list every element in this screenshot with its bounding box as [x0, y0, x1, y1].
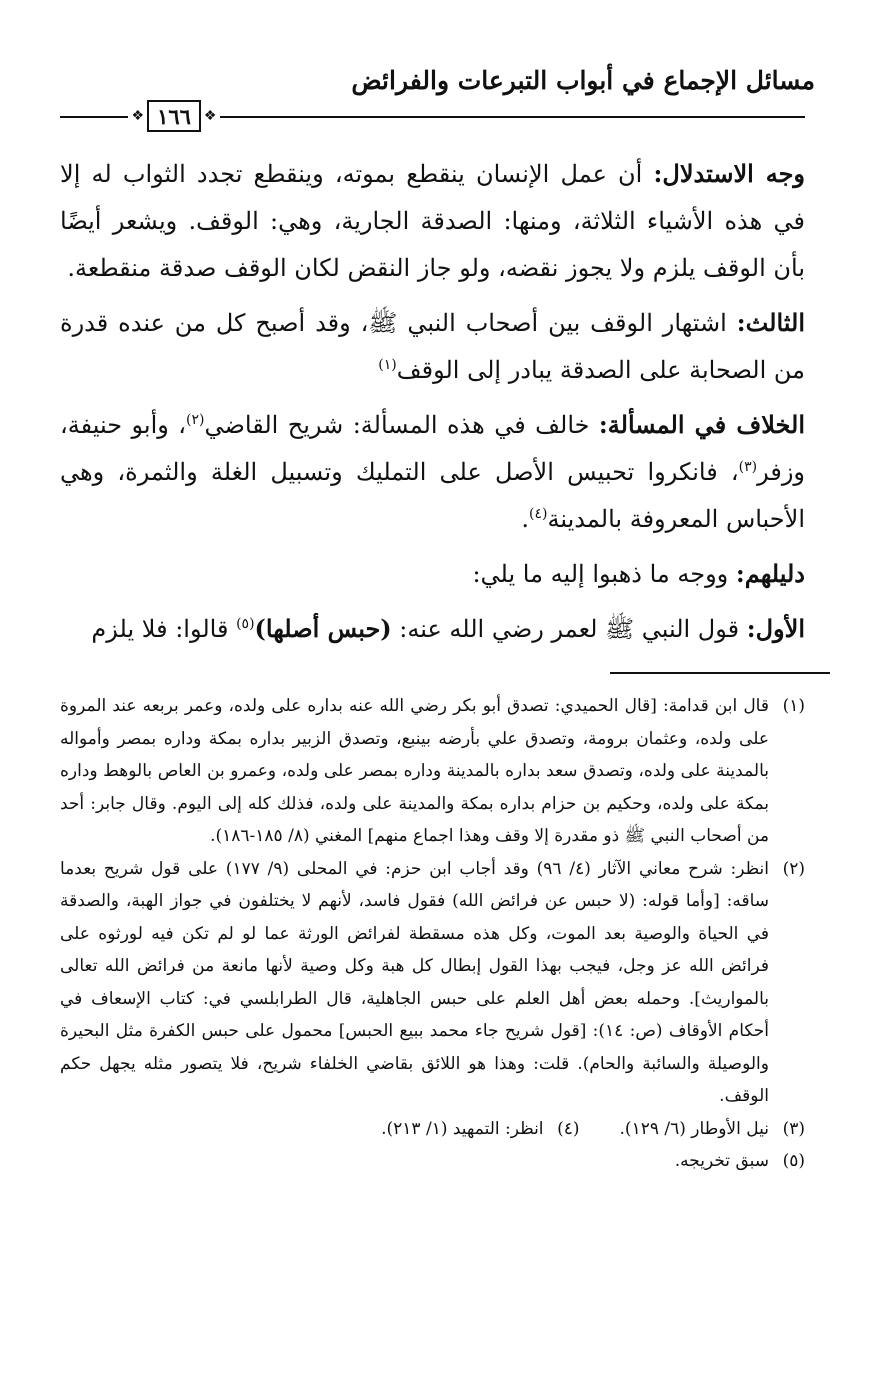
footnote-number: (٥) — [782, 1151, 805, 1171]
paragraph-istidlal — [60, 150, 805, 292]
footnote-separator — [610, 672, 830, 674]
footnote-3 — [620, 1113, 805, 1146]
footnote-number: (٢) — [782, 858, 805, 879]
ornament-left-icon: ❖ — [203, 108, 217, 124]
paragraph-khilaf — [60, 401, 805, 543]
footnote-1 — [60, 690, 805, 853]
paragraph-lead: الخلاف في المسألة: — [598, 410, 805, 439]
paragraph-text: ، وأبو حنيفة، وزفر — [60, 411, 806, 486]
footnote-5 — [60, 1145, 805, 1178]
paragraph-text: قالوا: فلا يلزم — [91, 615, 237, 643]
footnote-row — [60, 1113, 805, 1146]
paragraph-dalil — [60, 550, 805, 598]
footnote-text: نيل الأوطار (٦/ ١٢٩). — [619, 1118, 769, 1139]
paragraph-text: اشتهار الوقف بين أصحاب النبي ﷺ، وقد أصبح كل من عنده قدرة من الصحابة على الصدقة يبادر إلى الوقف — [60, 309, 805, 384]
paragraph-text: خالف في هذه المسألة: شريح القاضي — [204, 411, 599, 439]
running-header-title: مسائل الإجماع في أبواب التبرعات والفرائض — [351, 66, 815, 95]
footnote-ref: (٥) — [236, 616, 255, 632]
paragraph-text: ووجه ما ذهبوا إليه ما يلي: — [472, 560, 736, 588]
footnote-ref: (٢) — [186, 412, 205, 428]
paragraph-text: . — [521, 505, 530, 533]
footnote-text: انظر: التمهيد (١/ ٢١٣). — [381, 1118, 544, 1139]
paragraph-lead: دليلهم: — [735, 559, 805, 588]
paragraph-lead: الأول: — [746, 614, 805, 643]
footnote-text: سبق تخريجه. — [674, 1151, 769, 1171]
paragraph-lead: وجه الاستدلال: — [653, 159, 806, 188]
footnote-ref: (٤) — [529, 506, 548, 522]
paragraph-text: أن عمل الإنسان ينقطع بموته، وينقطع تجدد الثواب له إلا في هذه الأشياء الثلاثة، ومنها: الصدقة الجارية، وهي: الوقف. ويشعر أيضًا بأن الوقف يلزم ولا يجوز نقضه، ولو جاز النقض لكان الوقف صدقة منقطعة. — [60, 160, 805, 282]
paragraph-third — [60, 299, 805, 394]
page-number-ornament — [128, 98, 220, 134]
paragraph-first — [60, 605, 805, 653]
footnote-4 — [381, 1113, 579, 1146]
footnote-ref: (١) — [378, 357, 397, 373]
page-number: ١٦٦ — [147, 100, 201, 132]
paragraph-text: ، فانكروا تحبيس الأصل على التمليك وتسبيل الغلة والثمرة، وهي الأحباس المعروفة بالمدينة — [60, 458, 805, 533]
main-text — [60, 150, 805, 660]
footnote-ref: (٣) — [738, 459, 758, 475]
footnote-number: (٣) — [782, 1118, 805, 1139]
paragraph-lead: الثالث: — [736, 308, 805, 337]
footnote-text: انظر: شرح معاني الآثار (٤/ ٩٦) وقد أجاب ابن حزم: في المحلى (٩/ ١٧٧) على قول شريح بعدما ساقه: [وأما قوله: (لا حبس عن فرائض الله) فقول فاسد، لأنهم لا يختلفون في جواز الهبة، والصدقة في الحياة والوصية بعد الموت، وكل هذه مسقطة لفرائض الورثة عما لو لم تكن فيه لورثوه على فرائض الله عز وجل، فيجب بهذا القول إبطال كل هبة وكل وصية لأنها مانعة من فرائض الله تعالى بالمواريث]. وحمله بعض أهل العلم على حبس الجاهلية، قال الطرابلسي في: كتاب الإسعاف في أحكام الأوقاف (ص: ١٤): [قول شريح جاء محمد ببيع الحبس] محمول على حبس الكفرة مثل البحيرة والوصيلة والسائبة والحام). قلت: وهذا هو اللائق بقاضي الخلفاء شريح، فلا يتصور مثله يجهل حكم الوقف. — [60, 858, 770, 1106]
ornament-right-icon: ❖ — [131, 108, 145, 124]
footnote-text: قال ابن قدامة: [قال الحميدي: تصدق أبو بكر رضي الله عنه بداره على ولده، وعمر بربعه عند المروة على ولده، وعثمان برومة، وتصدق علي بأرضه بينبع، وتصدق الزبير بداره بمكة وداره بمصر وأمواله بالمدينة على ولده، وتصدق سعد بداره بالمدينة وداره بمصر على ولده، وعمرو بن العاص بالوهط وداره بمكة على ولده، وحكيم بن حزام بداره بمكة والمدينة على ولده، فذلك كله إلى اليوم. وقال جابر: أحد من أصحاب النبي ﷺ ذو مقدرة إلا وقف وهذا اجماع منهم] المغني (٨/ ١٨٥-١٨٦). — [60, 696, 769, 846]
footnote-number: (٤) — [557, 1118, 580, 1139]
footnote-2 — [60, 853, 805, 1113]
hadith-quote: (حبس أصلها) — [254, 614, 392, 643]
footnote-number: (١) — [782, 696, 805, 716]
paragraph-text: قول النبي ﷺ لعمر رضي الله عنه: — [391, 615, 747, 643]
footnotes — [60, 690, 805, 1178]
